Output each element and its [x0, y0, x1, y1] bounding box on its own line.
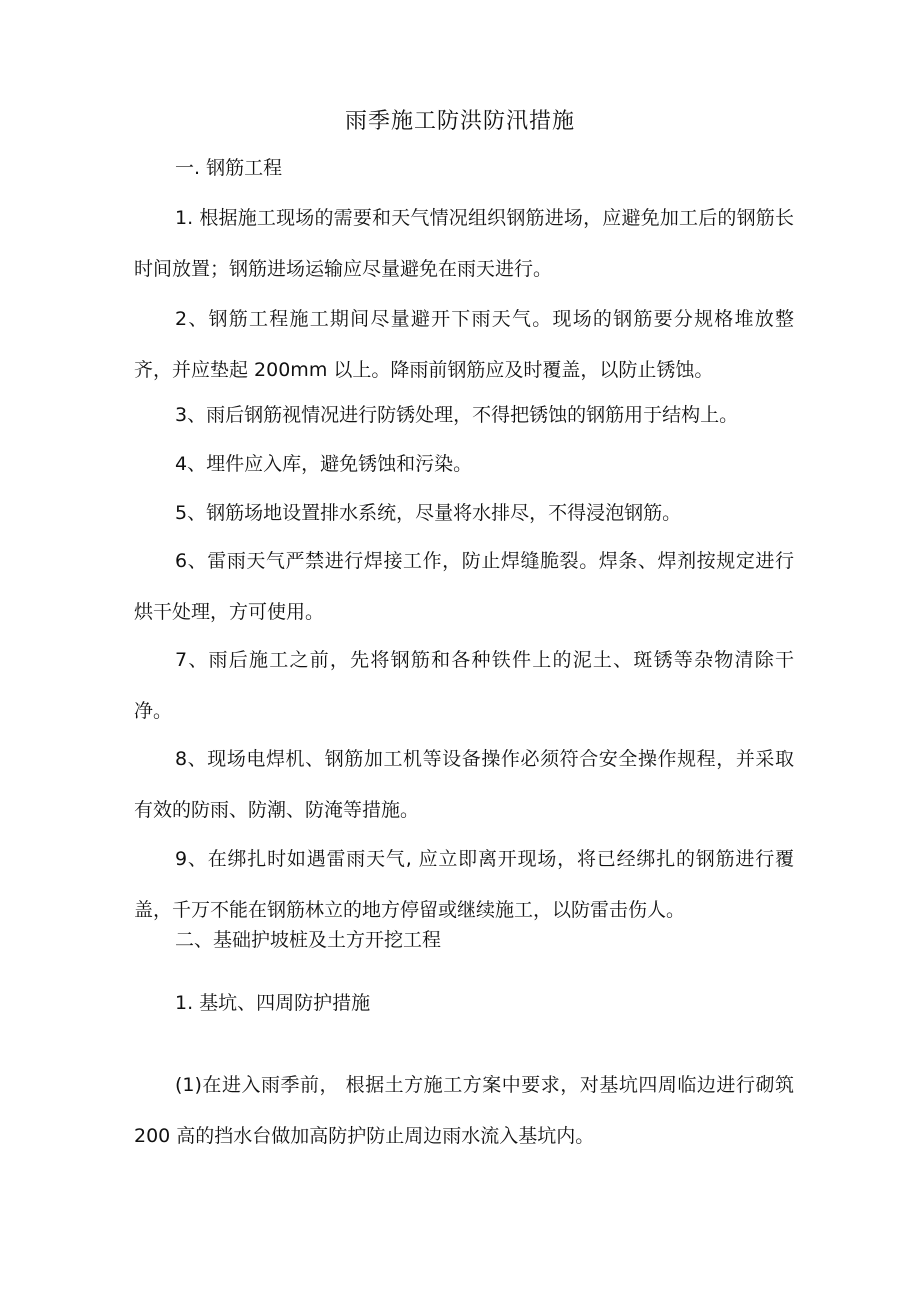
section-heading-foundation: 二、基础护坡桩及土方开挖工程 [175, 929, 442, 951]
paragraph-item-2: 2、钢筋工程施工期间尽量避开下雨天气。现场的钢筋要分规格堆放整齐，并应垫起 200mm 以上。降雨前钢筋应及时覆盖，以防止锈蚀。 [134, 308, 794, 381]
paragraph-item-1: 1. 根据施工现场的需要和天气情况组织钢筋进场，应避免加工后的钢筋长时间放置；钢筋进场运输应尽量避免在雨天进行。 [134, 207, 794, 280]
paragraph-item-8: 8、现场电焊机、钢筋加工机等设备操作必须符合安全操作规程，并采取有效的防雨、防潮、防淹等措施。 [134, 748, 794, 821]
section-heading-rebar: 一. 钢筋工程 [175, 157, 283, 179]
paragraph-item-7: 7、雨后施工之前，先将钢筋和各种铁件上的泥土、斑锈等杂物清除干净。 [134, 649, 794, 722]
paragraph-item-5: 5、钢筋场地设置排水系统，尽量将水排尽，不得浸泡钢筋。 [175, 502, 682, 524]
paragraph-item-6: 6、雷雨天气严禁进行焊接工作，防止焊缝脆裂。焊条、焊剂按规定进行烘干处理，方可使用。 [134, 550, 794, 623]
paragraph-item-3: 3、雨后钢筋视情况进行防锈处理，不得把锈蚀的钢筋用于结构上。 [175, 404, 739, 426]
paragraph-item-4: 4、埋件应入库，避免锈蚀和污染。 [175, 453, 473, 475]
paragraph-item-9: 9、在绑扎时如遇雷雨天气, 应立即离开现场，将已经绑扎的钢筋进行覆盖，千万不能在钢筋林立的地方停留或继续施工，以防雷击伤人。 [134, 848, 794, 921]
subsection-heading-pit-protection: 1. 基坑、四周防护措施 [175, 992, 371, 1014]
document-title: 雨季施工防洪防汛措施 [344, 109, 575, 134]
paragraph-pit-item-1: (1)在进入雨季前， 根据土方施工方案中要求，对基坑四周临边进行砌筑 200 高的挡水台做加高防护防止周边雨水流入基坑内。 [134, 1074, 794, 1147]
